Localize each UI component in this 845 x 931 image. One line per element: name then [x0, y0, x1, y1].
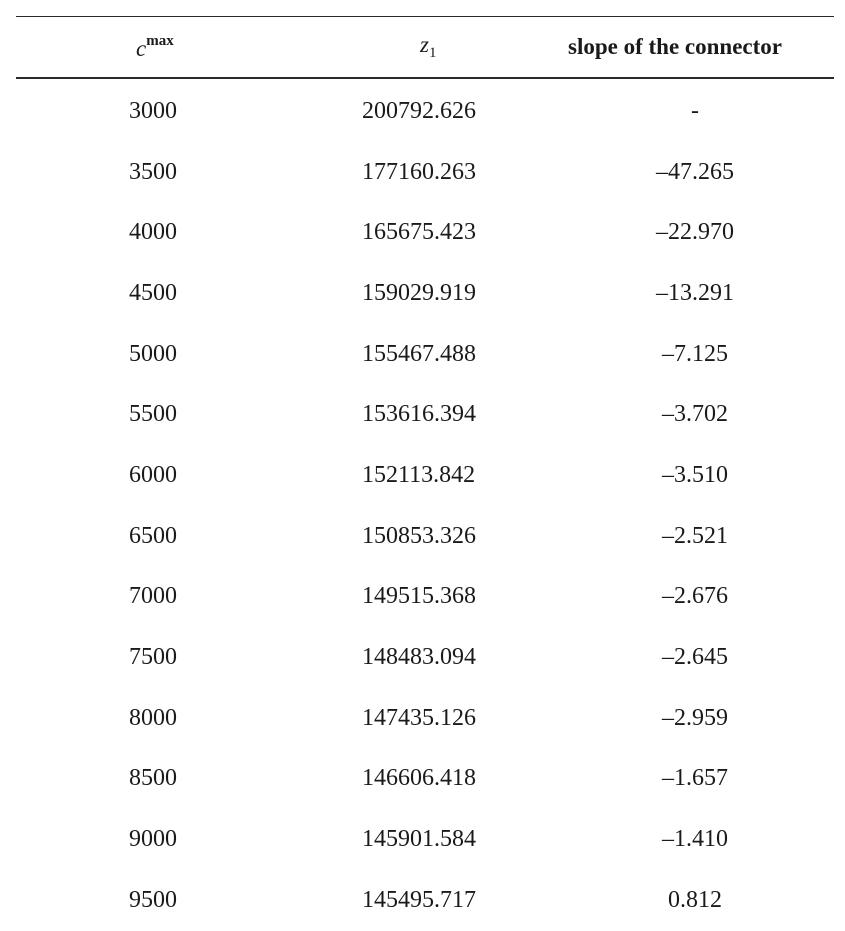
table-header-rule [16, 77, 834, 79]
table-row [16, 688, 834, 749]
cell-slope: 0.812 [668, 886, 722, 913]
cell-slope: –3.702 [662, 401, 728, 428]
cell-cmax: 5000 [129, 340, 177, 367]
cell-z1: 155467.488 [362, 340, 476, 367]
header-z1 [302, 32, 556, 62]
table-row [16, 749, 834, 810]
cell-z1: 149515.368 [362, 583, 476, 610]
cell-cmax: 3500 [129, 158, 177, 185]
cell-slope: –7.125 [662, 340, 728, 367]
results-table [16, 16, 834, 931]
cell-slope: –1.410 [662, 826, 728, 853]
cell-cmax: 8000 [129, 704, 177, 731]
cell-z1: 177160.263 [362, 158, 476, 185]
table-row [16, 384, 834, 445]
header-cmax-var: c [136, 35, 147, 61]
cell-z1: 147435.126 [362, 704, 476, 731]
cell-cmax: 6500 [129, 522, 177, 549]
cell-cmax: 4500 [129, 279, 177, 306]
cell-slope: –2.676 [662, 583, 728, 610]
header-z1-var: z [420, 32, 429, 57]
cell-z1: 152113.842 [362, 461, 476, 488]
header-cmax-sup: max [146, 32, 174, 49]
cell-cmax: 9500 [129, 886, 177, 913]
table-body [16, 81, 834, 931]
header-slope: slope of the connector [568, 34, 782, 59]
cell-slope: –2.645 [662, 644, 728, 671]
table-row [16, 506, 834, 567]
cell-z1: 145495.717 [362, 886, 476, 913]
table-row [16, 324, 834, 385]
cell-z1: 146606.418 [362, 765, 476, 792]
cell-z1: 148483.094 [362, 644, 476, 671]
cell-cmax: 8500 [129, 765, 177, 792]
cell-cmax: 7500 [129, 644, 177, 671]
cell-slope: –2.959 [662, 704, 728, 731]
cell-slope: –13.291 [656, 279, 734, 306]
header-cmax [16, 33, 302, 62]
cell-z1: 200792.626 [362, 97, 476, 124]
cell-slope: - [691, 97, 699, 124]
table-row [16, 445, 834, 506]
cell-z1: 153616.394 [362, 401, 476, 428]
cell-cmax: 7000 [129, 583, 177, 610]
cell-cmax: 9000 [129, 826, 177, 853]
table-row [16, 202, 834, 263]
cell-cmax: 3000 [129, 97, 177, 124]
table-header-row [16, 17, 834, 77]
cell-slope: –1.657 [662, 765, 728, 792]
cell-cmax: 4000 [129, 219, 177, 246]
table-row [16, 142, 834, 203]
cell-z1: 145901.584 [362, 826, 476, 853]
cell-slope: –22.970 [656, 219, 734, 246]
cell-slope: –2.521 [662, 522, 728, 549]
header-z1-sub: 1 [428, 45, 437, 61]
table-row [16, 81, 834, 142]
cell-z1: 159029.919 [362, 279, 476, 306]
cell-cmax: 6000 [129, 461, 177, 488]
table-row [16, 627, 834, 688]
table-row [16, 567, 834, 628]
cell-cmax: 5500 [129, 401, 177, 428]
table-row [16, 263, 834, 324]
cell-slope: –3.510 [662, 461, 728, 488]
table-row [16, 870, 834, 931]
table-row [16, 809, 834, 870]
cell-z1: 150853.326 [362, 522, 476, 549]
cell-slope: –47.265 [656, 158, 734, 185]
cell-z1: 165675.423 [362, 219, 476, 246]
